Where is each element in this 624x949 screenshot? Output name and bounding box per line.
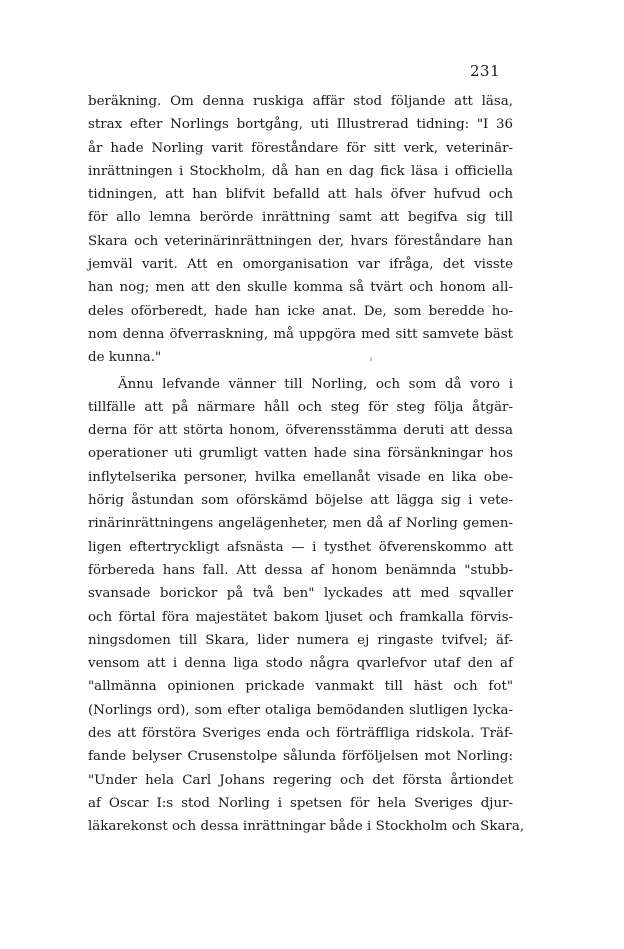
text-line: läkarekonst och dessa inrättningar både i Stockholm och Skara, xyxy=(88,819,525,835)
text-line: inrättningen i Stockholm, då han en dag fick läsa i officiella xyxy=(88,163,513,179)
text-line: af Oscar I:s stod Norling i spetsen för hela Sveriges djur- xyxy=(88,795,513,811)
text-line: des att förstöra Sveriges enda och förträffliga ridskola. Träf- xyxy=(88,726,513,742)
text-line: operationer uti grumligt vatten hade sina försänkningar hos xyxy=(88,446,513,462)
text-line: ligen eftertryckligt afsnästa — i tysthet öfverenskommo att xyxy=(88,539,513,555)
text-line: ningsdomen till Skara, lider numera ej ringaste tvifvel; äf- xyxy=(88,632,513,648)
text-line: och förtal föra majestätet bakom ljuset och framkalla förvis- xyxy=(88,609,513,625)
text-line: fande belyser Crusenstolpe sålunda förföljelsen mot Norling: xyxy=(88,749,513,765)
text-line: förbereda hans fall. Att dessa af honom benämnda "stubb- xyxy=(88,562,513,578)
text-line: han nog; men att den skulle komma så tvärt och honom all- xyxy=(88,280,513,296)
text-line: år hade Norling varit föreståndare för sitt verk, veterinär- xyxy=(88,140,513,156)
text-line: tidningen, att han blifvit befalld att hals öfver hufvud och xyxy=(88,187,513,203)
text-line: tillfälle att på närmare håll och steg för steg följa åtgär- xyxy=(88,399,513,415)
text-line: "allmänna opinionen prickade vanmakt till häst och fot" xyxy=(88,679,513,695)
text-line: deles oförberedt, hade han icke anat. De, som beredde ho- xyxy=(88,303,513,319)
text-line: hörig åstundan som oförskämd böjelse att lägga sig i vete- xyxy=(88,493,513,509)
text-line: vensom att i denna liga stodo några qvarlefvor utaf den af xyxy=(88,656,513,672)
text-line: inflytelserika personer, hvilka emellanåt visade en lika obe- xyxy=(88,469,513,485)
text-line: Skara och veterinärinrättningen der, hvars föreståndare han xyxy=(88,233,513,249)
text-line: jemväl varit. Att en omorganisation var ifråga, det visste xyxy=(88,257,513,273)
text-line: beräkning. Om denna ruskiga affär stod följande att läsa, xyxy=(88,94,513,109)
paragraph-2 xyxy=(88,373,525,839)
paragraph-1 xyxy=(88,90,513,370)
text-line: (Norlings ord), som efter otaliga bemödanden slutligen lycka- xyxy=(88,702,513,718)
text-line: de kunna." xyxy=(88,350,162,366)
text-line: strax efter Norlings bortgång, uti Illustrerad tidning: "I 36 xyxy=(88,117,513,133)
text-line: Ännu lefvande vänner till Norling, och som då voro i xyxy=(118,376,513,392)
text-line: rinärinrättningens angelägenheter, men då af Norling gemen- xyxy=(88,516,513,532)
page-number: 231 xyxy=(470,62,501,80)
body-text xyxy=(88,90,525,839)
text-line: "Under hela Carl Johans regering och det första årtiondet xyxy=(88,772,513,788)
text-line: svansade borickor på två ben" lyckades att med sqvaller xyxy=(88,586,513,602)
text-line: derna för att störta honom, öfverensstämma deruti att dessa xyxy=(88,423,513,439)
print-speck xyxy=(370,357,372,361)
text-line: för allo lemna berörde inrättning samt att begifva sig till xyxy=(88,210,513,226)
text-line: nom denna öfverraskning, må uppgöra med sitt samvete bäst xyxy=(88,326,513,342)
